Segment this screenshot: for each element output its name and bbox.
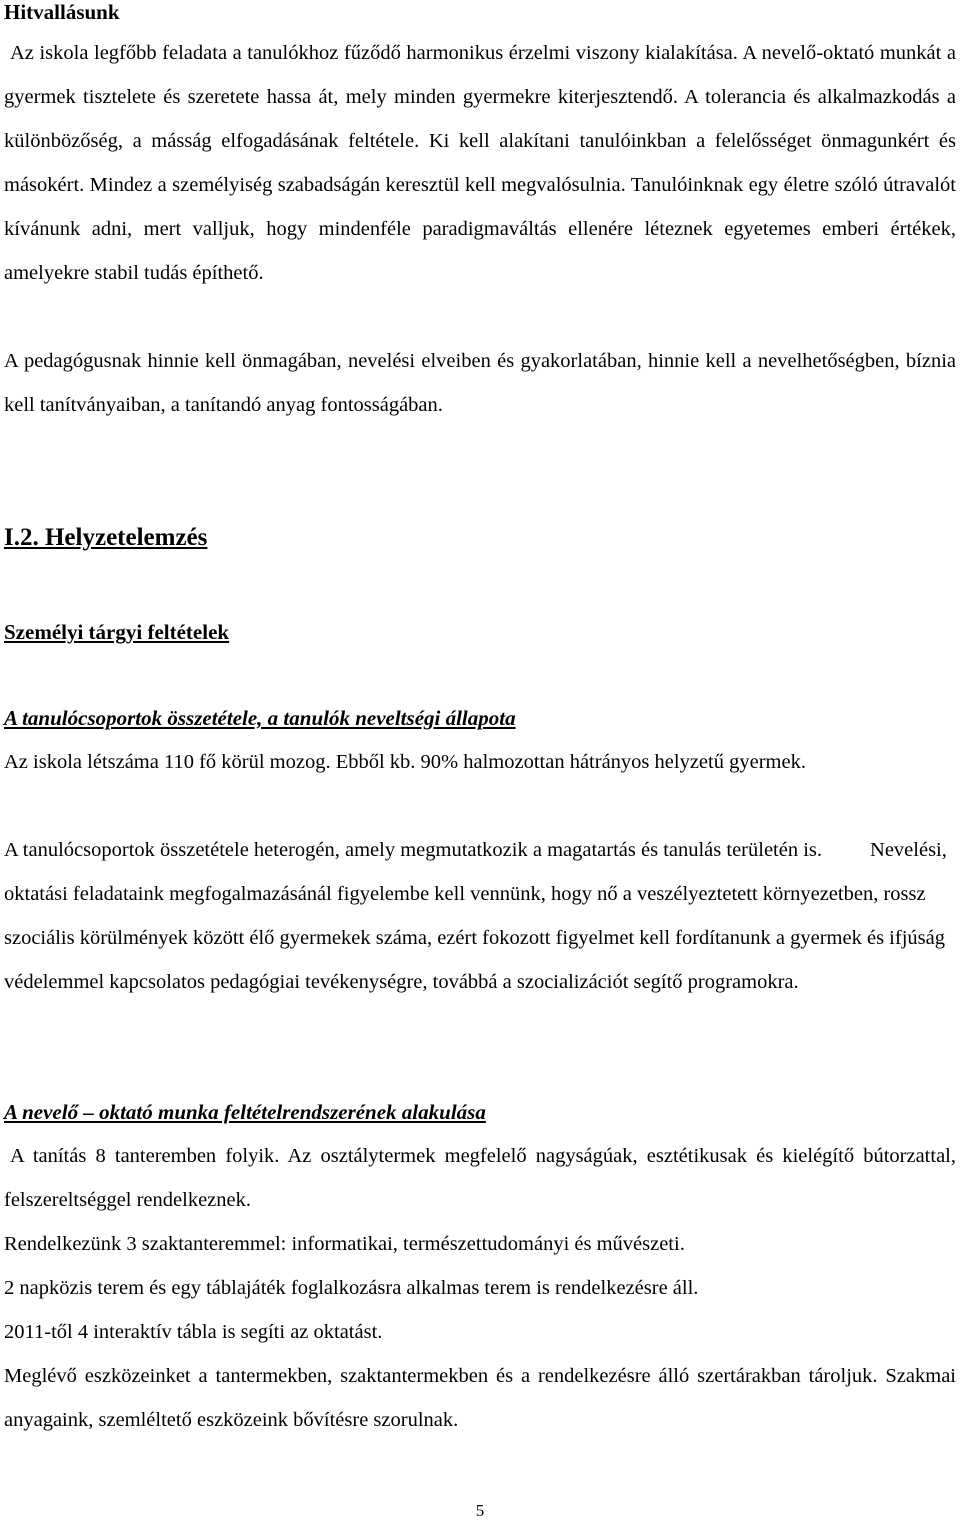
section-heading: I.2. Helyzetelemzés: [4, 524, 208, 551]
groups-heading: A tanulócsoportok összetétele, a tanulók neveltségi állapota: [4, 706, 516, 730]
groups-paragraph-2b: Nevelési, oktatási feladataink megfogalmazásánál figyelembe kell vennünk, hogy nő a veszélyeztetett környezetben, rossz szociális körülmények között élő gyermekek száma, ezért fokozott figyelmet kell fordítanunk a gyermek és ifjúság védelemmel kapcsolatos pedagógiai tevékenységre, továbbá a szocializációt segítő programokra.: [4, 839, 947, 993]
credo-title: Hitvallásunk: [4, 0, 120, 24]
page-number: 5: [475, 1501, 485, 1520]
section-subheading: Személyi tárgyi feltételek: [4, 620, 230, 644]
conditions-paragraph-4: 2011-től 4 interaktív tábla is segíti az oktatást.: [4, 1321, 383, 1343]
groups-paragraph-1: Az iskola létszáma 110 fő körül mozog. Ebből kb. 90% halmozottan hátrányos helyzetű gyermek.: [4, 751, 806, 773]
conditions-paragraph-1: A tanítás 8 tanteremben folyik. Az osztálytermek megfelelő nagyságúak, esztétikusak és kielégítő bútorzattal, felszereltséggel rendelkeznek.: [4, 1145, 956, 1211]
conditions-paragraph-2: Rendelkezünk 3 szaktanteremmel: informatikai, természettudományi és művészeti.: [4, 1233, 685, 1255]
credo-paragraph-2: A pedagógusnak hinnie kell önmagában, nevelési elveiben és gyakorlatában, hinnie kell a nevelhetőségben, bíznia kell tanítványaiban, a tanítandó anyag fontosságában.: [4, 350, 956, 416]
conditions-paragraph-5: Meglévő eszközeinket a tantermekben, szaktantermekben és a rendelkezésre álló szertárakban tároljuk. Szakmai anyagaink, szemléltető eszközeink bővítésre szorulnak.: [4, 1365, 956, 1431]
groups-paragraph-2: A tanulócsoportok összetétele heterogén, amely megmutatkozik a magatartás és tanulás területén is.: [4, 839, 823, 861]
groups-paragraph-2-block: [4, 828, 956, 1004]
conditions-heading: A nevelő – oktató munka feltételrendszerének alakulása: [4, 1100, 486, 1124]
conditions-paragraph-3: 2 napközis terem és egy táblajáték foglalkozásra alkalmas terem is rendelkezésre áll.: [4, 1277, 699, 1299]
credo-paragraph-1: Az iskola legfőbb feladata a tanulókhoz fűződő harmonikus érzelmi viszony kialakítása. A nevelő-oktató munkát a gyermek tisztelete és szeretete hassa át, mely minden gyermekre kiterjesztendő. A tolerancia és alkalmazkodás a különbözőség, a másság elfogadásának feltétele. Ki kell alakítani tanulóinkban a felelősséget önmagunkért és másokért. Mindez a személyiség szabadságán keresztül kell megvalósulnia. Tanulóinknak egy életre szóló útravalót kívánunk adni, mert valljuk, hogy mindenféle paradigmaváltás ellenére léteznek egyetemes emberi értékek, amelyekre stabil tudás építhető.: [4, 42, 956, 284]
